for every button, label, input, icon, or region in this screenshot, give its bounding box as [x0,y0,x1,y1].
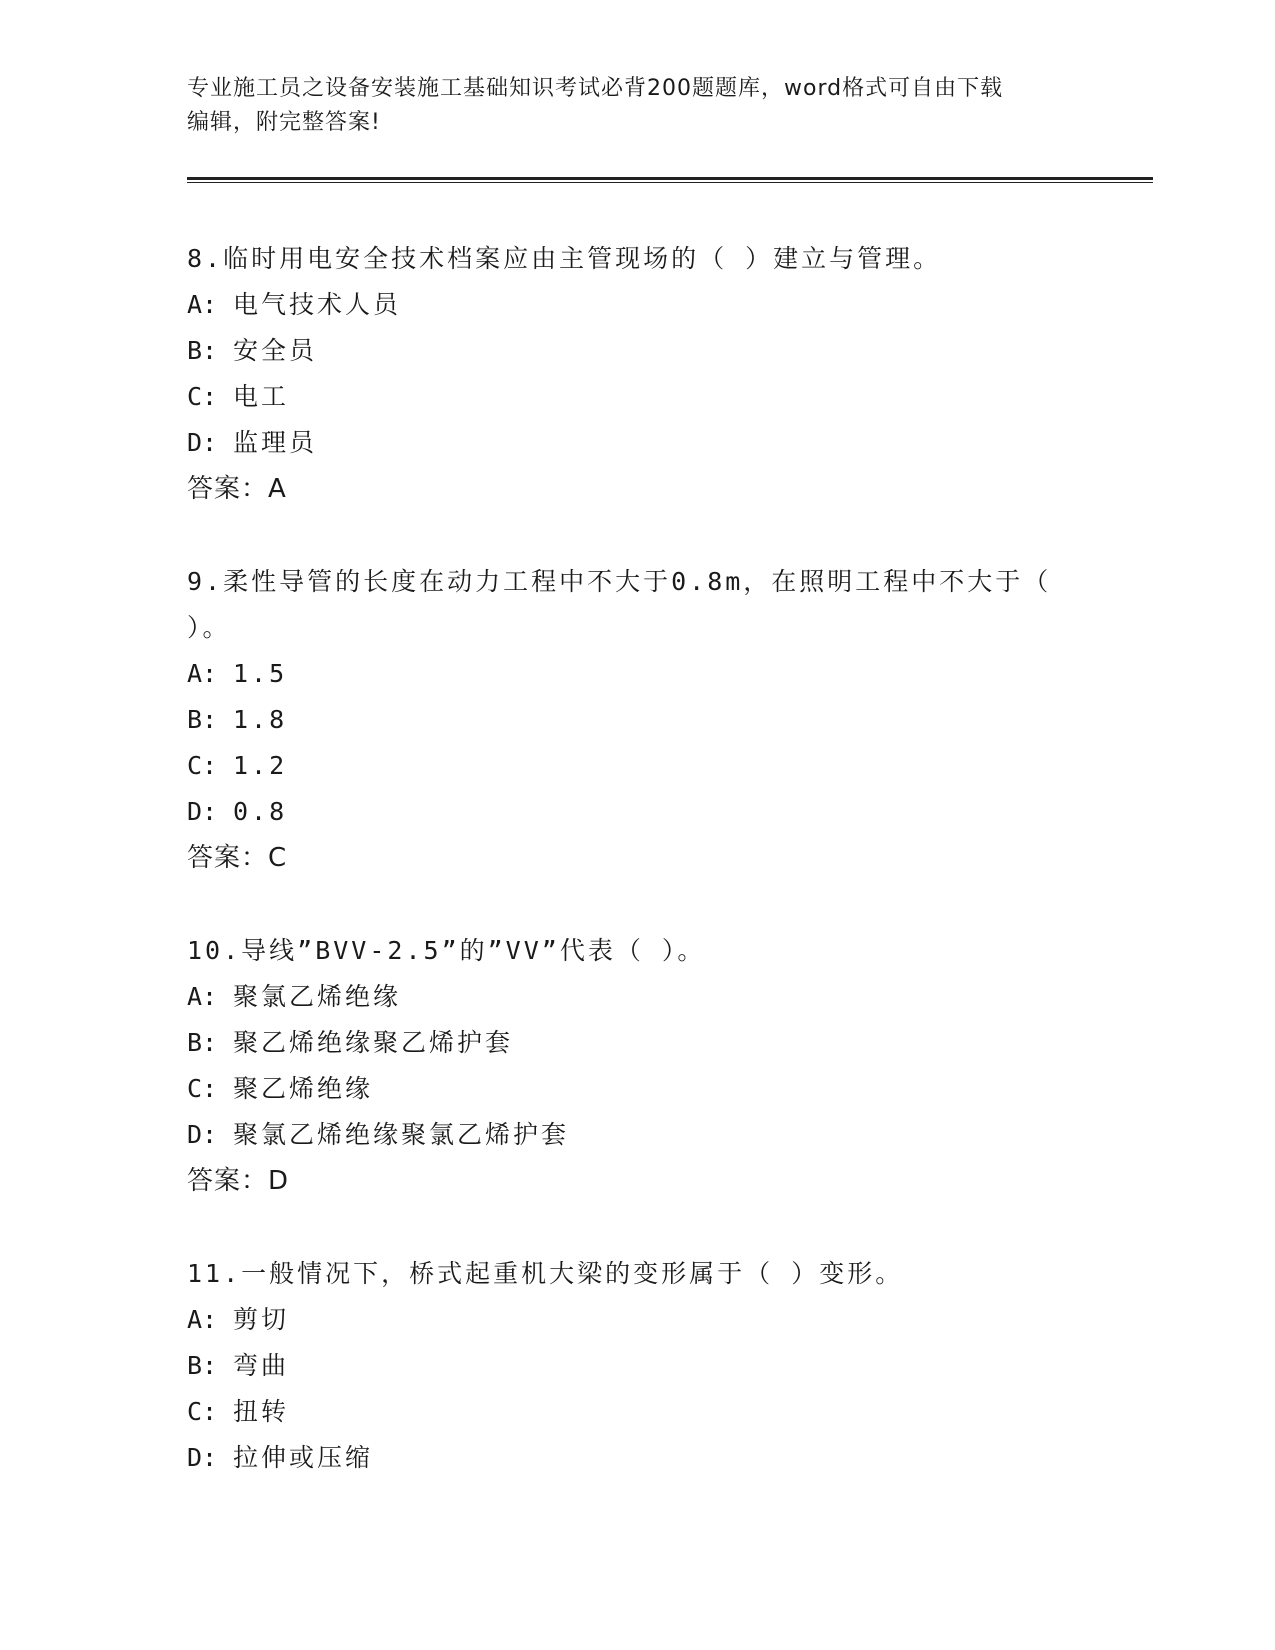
option-text: 安全员 [233,336,318,365]
question-stem: 11.一般情况下，桥式起重机大梁的变形属于（ ）变形。 [187,1259,904,1288]
option-c [187,743,1087,789]
option-label: D: [187,428,218,457]
option-label: B: [187,1351,218,1380]
option-label: C: [187,1397,218,1426]
option-a [187,651,1087,697]
option-label: B: [187,1028,218,1057]
document-header [187,72,1087,140]
header-line-1: 专业施工员之设备安装施工基础知识考试必背200题题库，word格式可自由下载 [187,76,1004,101]
option-text: 聚乙烯绝缘 [233,1074,374,1103]
question-8 [187,236,1087,512]
option-label: D: [187,1120,218,1149]
option-text: 电气技术人员 [233,290,402,319]
option-a [187,282,1087,328]
option-text: 监理员 [233,428,318,457]
option-label: A: [187,659,218,688]
option-label: B: [187,705,218,734]
option-label: A: [187,982,218,1011]
option-text: 拉伸或压缩 [233,1443,374,1472]
option-text: 1.2 [233,751,288,780]
option-c [187,1066,1087,1112]
option-b [187,328,1087,374]
answer-line: 答案：A [187,474,287,504]
option-b [187,1020,1087,1066]
option-b [187,697,1087,743]
option-text: 剪切 [233,1305,290,1334]
option-label: C: [187,751,218,780]
answer-line: 答案：C [187,843,288,873]
option-text: 0.8 [233,797,288,826]
header-line-2: 编辑，附完整答案! [187,110,381,135]
option-a [187,1297,1087,1343]
option-label: C: [187,1074,218,1103]
option-text: 聚氯乙烯绝缘 [233,982,402,1011]
question-stem: 8.临时用电安全技术档案应由主管现场的（ ）建立与管理。 [187,244,942,273]
option-text: 电工 [233,382,290,411]
question-list [187,236,1087,1528]
option-d [187,420,1087,466]
option-label: A: [187,290,218,319]
option-text: 聚氯乙烯绝缘聚氯乙烯护套 [233,1120,570,1149]
option-b [187,1343,1087,1389]
option-label: A: [187,1305,218,1334]
option-label: D: [187,1443,218,1472]
option-text: 1.5 [233,659,288,688]
option-label: D: [187,797,218,826]
question-10 [187,928,1087,1204]
option-c [187,1389,1087,1435]
option-d [187,1435,1087,1481]
header-divider-thin [187,182,1153,183]
option-text: 弯曲 [233,1351,290,1380]
question-stem: 9.柔性导管的长度在动力工程中不大于0.8m，在照明工程中不大于（ ）。 [187,567,1052,642]
question-stem: 10.导线”BVV-2.5”的”VV”代表（ ）。 [187,936,706,965]
option-a [187,974,1087,1020]
option-d [187,789,1087,835]
option-text: 扭转 [233,1397,290,1426]
option-label: C: [187,382,218,411]
question-9 [187,559,1087,881]
question-11 [187,1251,1087,1481]
option-d [187,1112,1087,1158]
option-text: 聚乙烯绝缘聚乙烯护套 [233,1028,514,1057]
option-label: B: [187,336,218,365]
option-text: 1.8 [233,705,288,734]
answer-line: 答案：D [187,1166,290,1196]
option-c [187,374,1087,420]
header-divider-thick [187,177,1153,180]
